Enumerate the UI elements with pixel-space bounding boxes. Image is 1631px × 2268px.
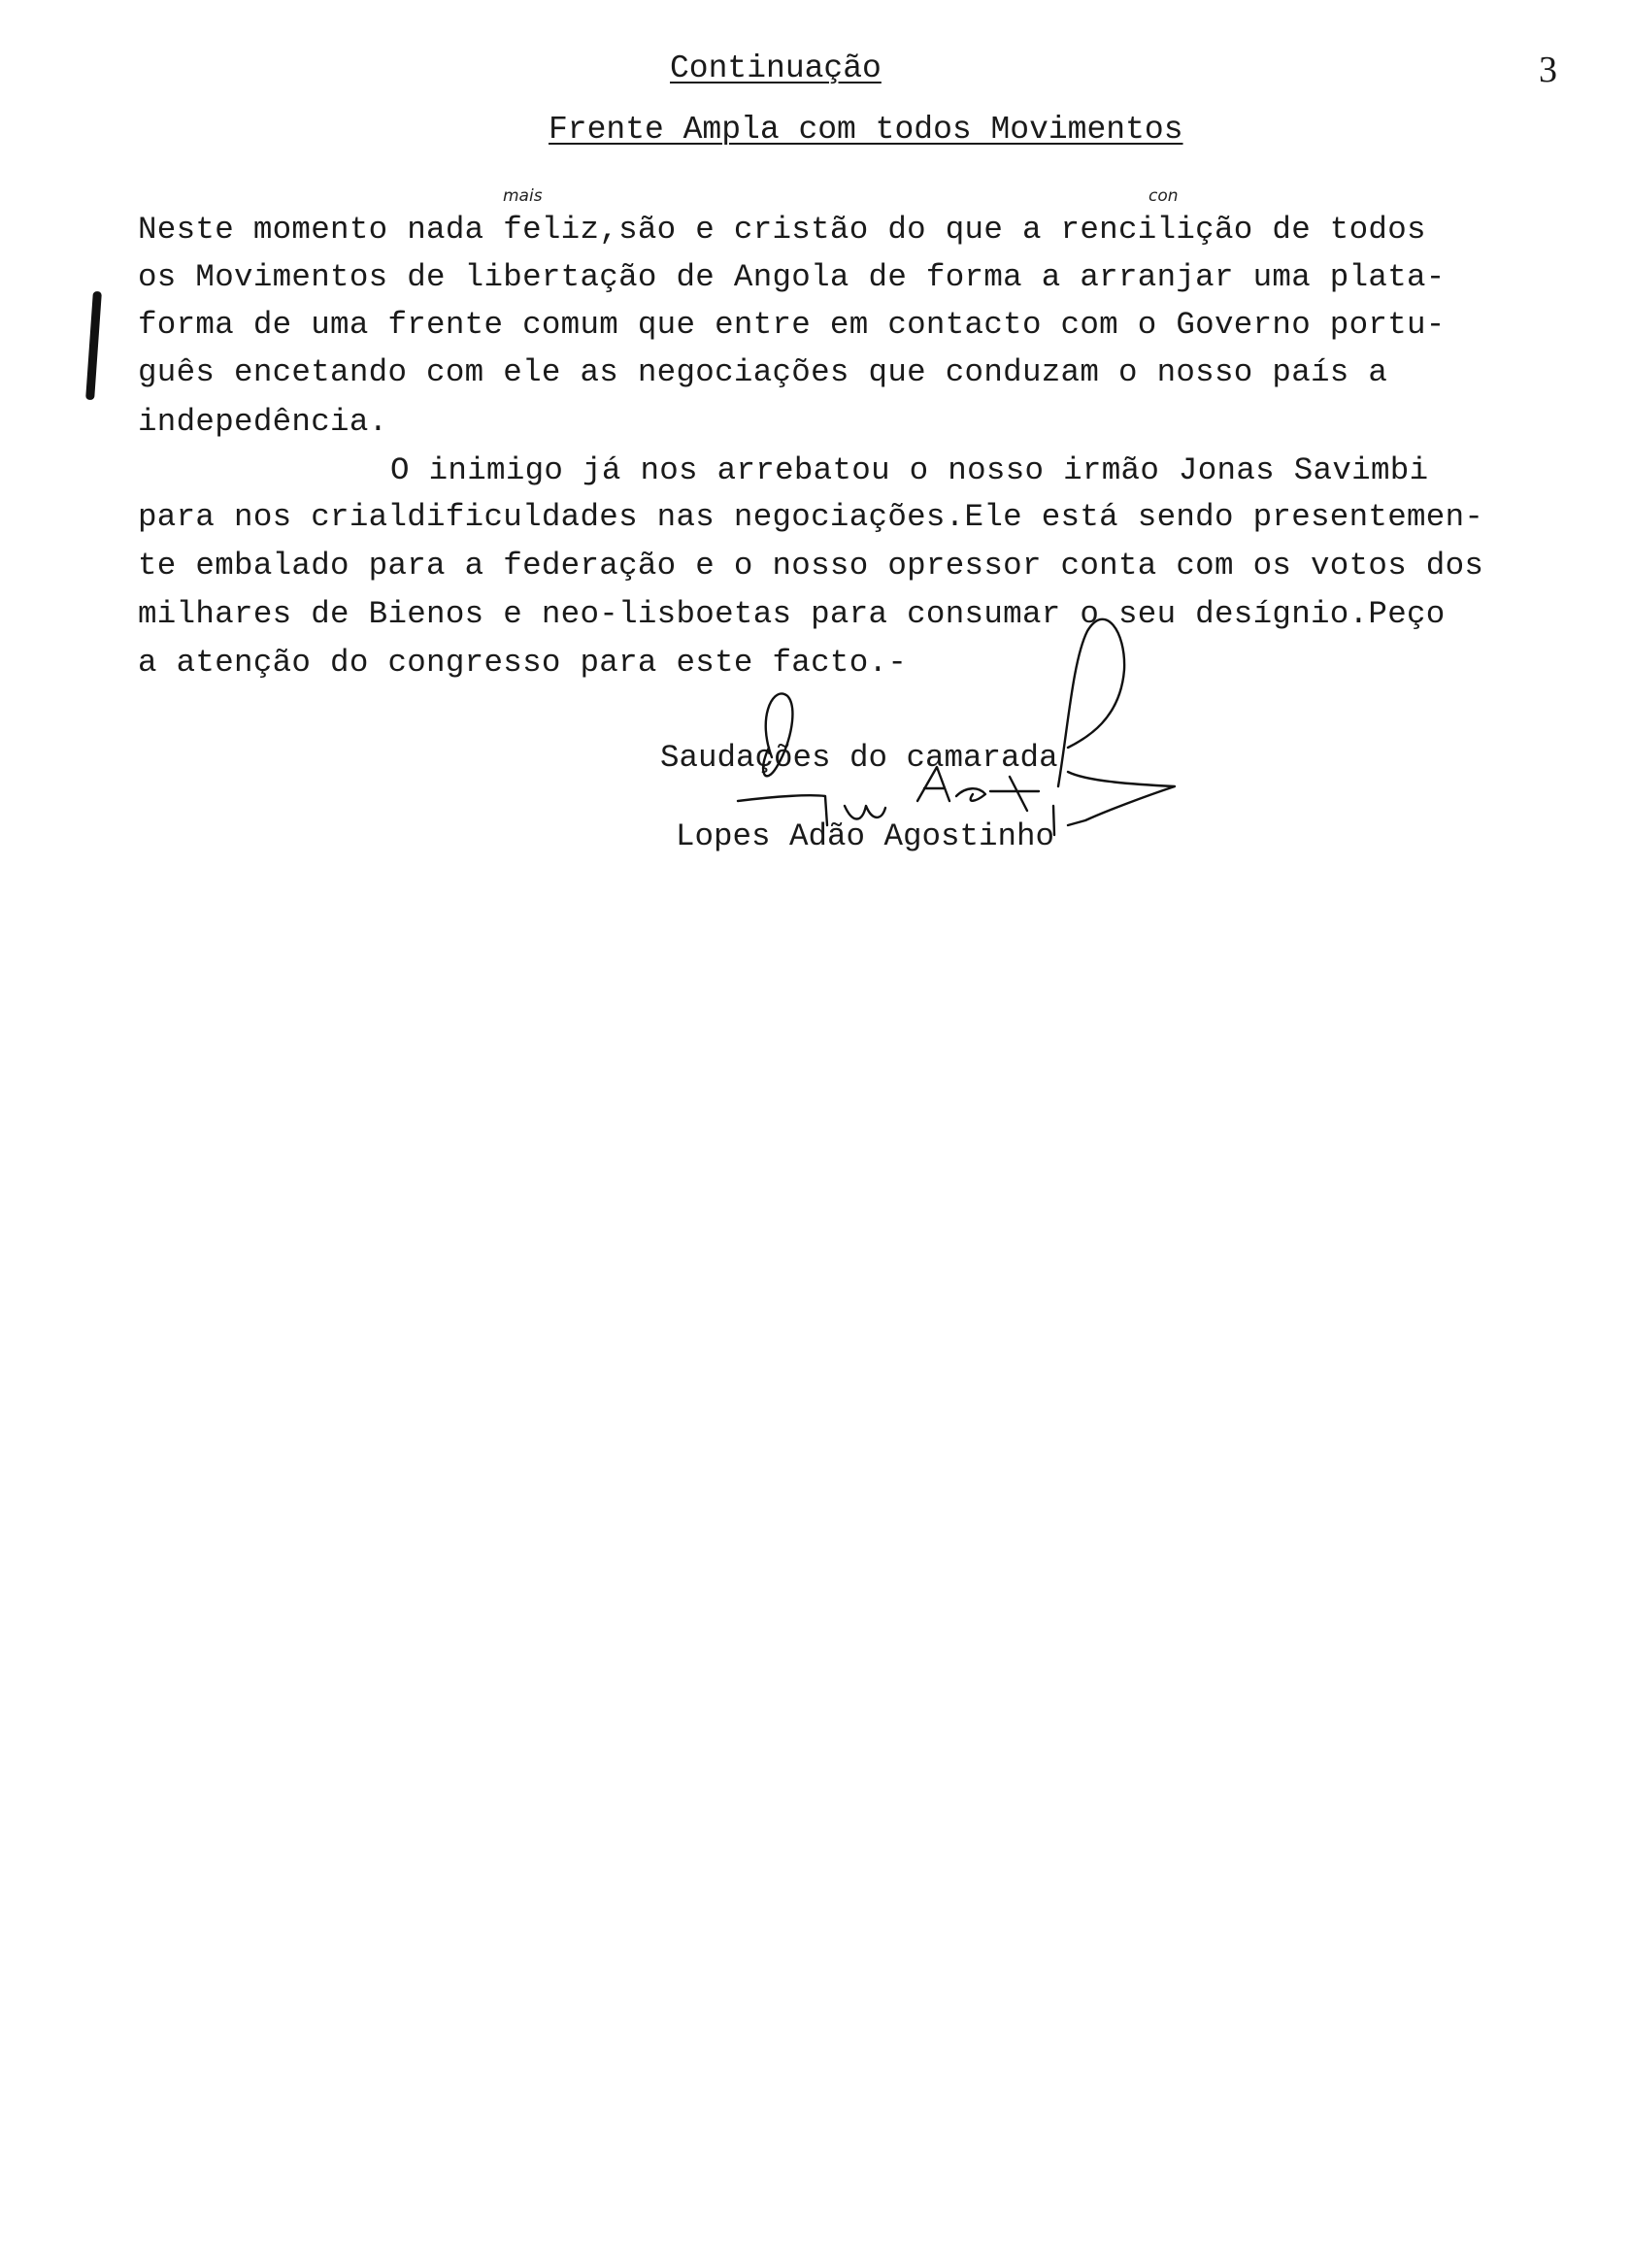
paragraph-line: a atenção do congresso para este facto.- — [138, 645, 908, 681]
handwritten-signature — [718, 602, 1301, 864]
margin-bar-mark — [85, 291, 102, 400]
paragraph-line: O inimigo já nos arrebatou o nosso irmão Jonas Savimbi — [390, 452, 1429, 488]
signatory-name: Lopes Adão Agostinho — [676, 818, 1055, 854]
closing-salutation: Saudações do camarada — [660, 740, 1058, 776]
paragraph-line: te embalado para a federação e o nosso opressor conta com os votos dos — [138, 548, 1484, 584]
paragraph-line: Neste momento nada feliz,são e cristão do que a rencilição de todos — [138, 212, 1426, 248]
heading-continuacao: Continuação — [670, 50, 882, 86]
paragraph-line: para nos crialdificuldades nas negociações.Ele está sendo presentemen- — [138, 499, 1484, 535]
handwritten-annotation-con: con — [1148, 186, 1179, 206]
paragraph-line: forma de uma frente comum que entre em contacto com o Governo portu- — [138, 307, 1446, 343]
paragraph-line: guês encetando com ele as negociações que conduzam o nosso país a — [138, 354, 1388, 390]
paragraph-line: milhares de Bienos e neo-lisboetas para consumar o seu desígnio.Peço — [138, 596, 1446, 632]
handwritten-annotation-mais: mais — [503, 186, 543, 206]
paragraph-line: os Movimentos de libertação de Angola de forma a arranjar uma plata- — [138, 259, 1446, 295]
page-number: 3 — [1539, 50, 1557, 90]
paragraph-line: indepedência. — [138, 404, 388, 440]
heading-frente-ampla: Frente Ampla com todos Movimentos — [549, 112, 1183, 148]
